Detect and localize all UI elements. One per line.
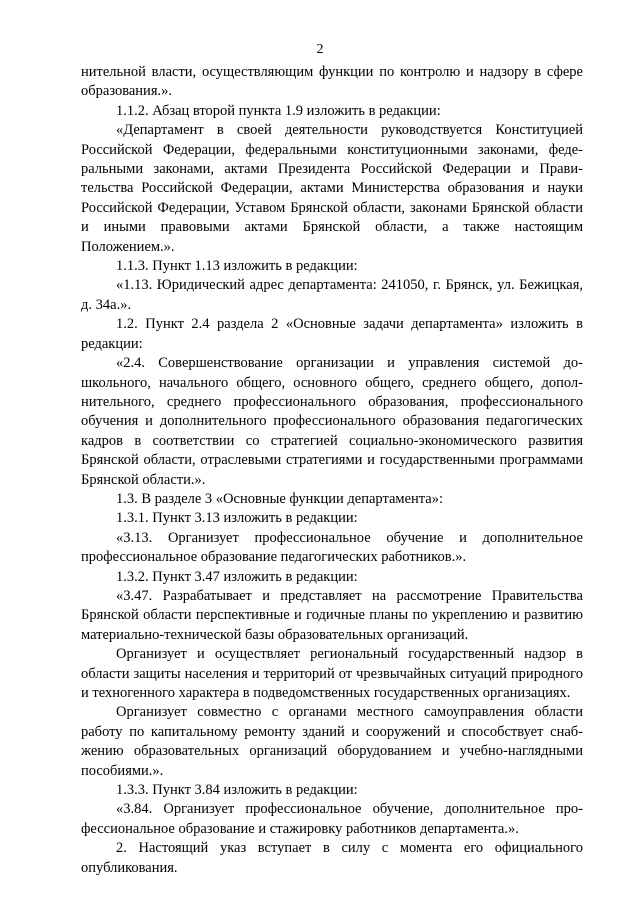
paragraph-quote-3-47-a: «3.47. Разрабатывает и представляет на рассмотрение Правительства Брянской области перспективные и годичные планы по укреплению и развитию материально-технической базы образовательных организаций. bbox=[81, 587, 583, 643]
paragraph-item-1-1-2: 1.1.2. Абзац второй пункта 1.9 изложить в редакции: bbox=[116, 102, 441, 119]
paragraph-item-2: 2. Настоящий указ вступает в силу с момента его официального опубликования. bbox=[81, 840, 583, 876]
paragraph-item-1-3-3: 1.3.3. Пункт 3.84 изложить в редакции: bbox=[116, 782, 358, 799]
paragraph-quote-1-13: «1.13. Юридический адрес департамента: 241050, г. Брянск, ул. Бежицкая, д. 34а.». bbox=[81, 277, 583, 313]
paragraph-continuation: нительной власти, осуществляющим функции по контролю и надзору в сфере образования.». bbox=[81, 64, 583, 100]
paragraph-item-1-3-1: 1.3.1. Пункт 3.13 изложить в редакции: bbox=[116, 510, 358, 527]
document-body bbox=[81, 63, 583, 878]
page-number: 2 bbox=[316, 42, 324, 57]
paragraph-quote-3-84: «3.84. Организует профессиональное обучение, дополнительное профессиональное образование и стажировку работников департамента.». bbox=[81, 801, 583, 837]
paragraph-quote-3-47-c: Организует совместно с органами местного самоуправления области работу по капитальному ремонту зданий и сооружений и способствует снабжению образовательных организаций оборудованием и учебно-наглядными пособиями.». bbox=[81, 704, 583, 779]
paragraph-quote-3-47-b: Организует и осуществляет региональный государственный надзор в области защиты населения и территорий от чрезвычайных ситуаций природного и техногенного характера в подведомственных государственных организациях. bbox=[81, 646, 583, 701]
paragraph-item-1-2: 1.2. Пункт 2.4 раздела 2 «Основные задачи департамента» изложить в редакции: bbox=[81, 316, 583, 352]
paragraph-quote-2-4: «2.4. Совершенствование организации и управления системой дошкольного, начального общего, основного общего, среднего общего, дополнительного, среднего профессионального образования, профессионального обучения и дополнительного профессионального образования педагогических кадров в соответствии со стратегией социально-экономического развития Брянской области, отраслевыми стратегиями и государственными программами Брянской области.». bbox=[81, 355, 583, 488]
paragraph-item-1-1-3: 1.1.3. Пункт 1.13 изложить в редакции: bbox=[116, 258, 358, 275]
paragraph-item-1-3-2: 1.3.2. Пункт 3.47 изложить в редакции: bbox=[116, 568, 358, 585]
paragraph-quote-3-13: «3.13. Организует профессиональное обучение и дополнительное профессиональное образование педагогических работников.». bbox=[81, 529, 583, 566]
paragraph-quote-1-9: «Департамент в своей деятельности руководствуется Конституцией Российской Федерации, федеральными конституционными законами, федеральными законами, актами Президента Российской Федерации и Правительства Российской Федерации, актами Министерства образования и науки Российской Федерации, Уставом Брянской области, законами Брянской области и иными правовыми актами Брянской области, а также настоящим Положением.». bbox=[81, 122, 583, 255]
paragraph-item-1-3: 1.3. В разделе 3 «Основные функции департамента»: bbox=[116, 490, 443, 507]
